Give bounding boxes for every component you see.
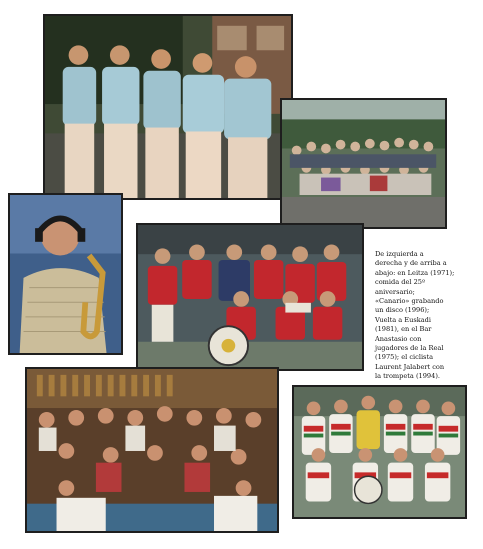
caption-line: (1975); el ciclista xyxy=(375,353,434,362)
photo-vuelta-euskadi-1981-image xyxy=(138,225,362,369)
caption-line: comida del 25º xyxy=(375,278,426,287)
caption-line: De izquierda a xyxy=(375,250,424,258)
photo-canario-recording-image xyxy=(10,195,121,353)
caption-line: un disco (1996); xyxy=(375,306,430,315)
photo-anniversary-meal xyxy=(280,98,447,229)
caption-line: Anastasio con xyxy=(375,334,422,343)
caption-line: jugadores de la Real xyxy=(375,344,444,353)
caption-line: derecha y de arriba a xyxy=(375,259,447,268)
caption-line: Laurent Jalabert con xyxy=(375,362,445,371)
caption-line: (1981), en el Bar xyxy=(375,325,432,334)
photo-anniversary-meal-image xyxy=(282,100,445,227)
photo-bar-anastasio-1975 xyxy=(25,367,279,533)
photo-jalabert-trumpet-1994 xyxy=(292,385,467,519)
caption-line: Vuelta a Euskadi xyxy=(375,315,432,324)
photo-leitza-1971 xyxy=(43,14,293,200)
caption-line: abajo: en Leitza (1971); xyxy=(375,268,455,277)
photo-leitza-1971-image xyxy=(45,16,291,198)
photo-caption xyxy=(375,250,475,382)
photo-canario-recording xyxy=(8,193,123,355)
photo-vuelta-euskadi-1981 xyxy=(136,223,364,371)
caption-line: aniversario; xyxy=(375,287,415,296)
photo-bar-anastasio-1975-image xyxy=(27,369,277,531)
photo-jalabert-trumpet-1994-image xyxy=(294,387,465,517)
caption-line: «Canario» grabando xyxy=(375,297,444,306)
caption-line: la trompeta (1994). xyxy=(375,372,440,381)
